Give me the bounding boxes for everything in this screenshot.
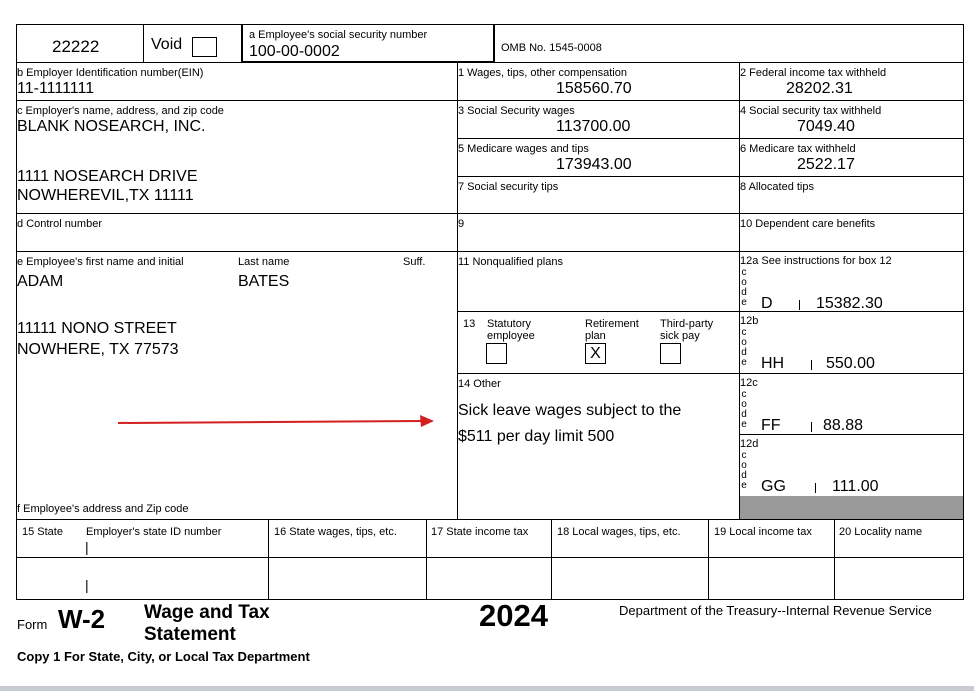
statutory-checkbox[interactable]	[486, 343, 507, 364]
copy-text: Copy 1 For State, City, or Local Tax Department	[17, 649, 310, 664]
form-title-line2: Statement	[144, 624, 236, 645]
retirement-checkbox[interactable]: X	[585, 343, 606, 364]
employer-state-id-header: Employer's state ID number	[86, 526, 222, 538]
employee-first-name: ADAM	[17, 273, 64, 290]
form-title-line1: Wage and Tax	[144, 602, 270, 623]
box12d-code: GG	[761, 478, 786, 495]
box12a-label: 12a See instructions for box 12	[740, 255, 892, 267]
box12a-code: D	[761, 295, 773, 312]
box12b-amount: 550.00	[826, 355, 875, 372]
void-label: Void	[151, 36, 183, 53]
tax-year: 2024	[479, 598, 548, 633]
thirdparty-checkbox[interactable]	[660, 343, 681, 364]
box5-value: 173943.00	[556, 156, 632, 173]
box12c-amount: 88.88	[823, 417, 864, 434]
employer-label: c Employer's name, address, and zip code	[17, 105, 224, 117]
employer-street: 1111 NOSEARCH DRIVE	[17, 168, 198, 185]
form-word: Form	[17, 617, 48, 632]
shaded-cell	[740, 496, 963, 519]
employee-first-label: e Employee's first name and initial	[17, 256, 184, 268]
box12c-code: FF	[761, 417, 781, 434]
local-wages-header: 18 Local wages, tips, etc.	[557, 526, 681, 538]
form-code: W-2	[58, 604, 106, 634]
box7-label: 7 Social security tips	[458, 181, 559, 193]
box12a-amount: 15382.30	[816, 295, 883, 312]
box4-value: 7049.40	[797, 118, 855, 135]
box1-label: 1 Wages, tips, other compensation	[458, 67, 627, 79]
box12d-label: 12d	[740, 438, 759, 450]
box8-label: 8 Allocated tips	[740, 181, 814, 193]
box10-label: 10 Dependent care benefits	[740, 218, 876, 230]
box12d-amount: 111.00	[832, 478, 879, 495]
control-number-label: d Control number	[17, 218, 102, 230]
box11-label: 11 Nonqualified plans	[458, 256, 563, 268]
red-arrow-annotation	[110, 412, 440, 434]
box2-label: 2 Federal income tax withheld	[740, 67, 887, 79]
statutory-label: Statutory employee	[487, 318, 535, 342]
ein-label: b Employer Identification number(EIN)	[17, 67, 204, 79]
box6-value: 2522.17	[797, 156, 855, 173]
omb-number: OMB No. 1545-0008	[501, 42, 602, 54]
thirdparty-label: Third-party sick pay	[660, 318, 714, 342]
control-code: 22222	[52, 37, 100, 56]
ssn-value: 100-00-0002	[249, 43, 340, 60]
employer-name: BLANK NOSEARCH, INC.	[17, 118, 206, 135]
box3-value: 113700.00	[556, 118, 631, 135]
state-id-separator-2: |	[85, 577, 89, 593]
box14-line2: $511 per day limit 500	[458, 428, 615, 445]
employee-street: 11111 NONO STREET	[17, 320, 177, 337]
box12c-label: 12c	[740, 377, 758, 389]
employee-last-label: Last name	[238, 256, 290, 268]
state-id-separator: |	[85, 539, 89, 555]
box4-label: 4 Social security tax withheld	[740, 105, 882, 117]
box14-label: 14 Other	[458, 378, 501, 390]
ein-value: 11-1111111	[17, 80, 95, 97]
box1-value: 158560.70	[556, 80, 632, 97]
ssn-label: a Employee's social security number	[249, 29, 428, 41]
box2-value: 28202.31	[786, 80, 853, 97]
employee-address-label: f Employee's address and Zip code	[17, 503, 189, 515]
void-checkbox[interactable]	[192, 37, 217, 57]
state-income-tax-header: 17 State income tax	[431, 526, 529, 538]
state-wages-header: 16 State wages, tips, etc.	[274, 526, 397, 538]
box5-label: 5 Medicare wages and tips	[458, 143, 589, 155]
department-text: Department of the Treasury--Internal Revenue Service	[619, 603, 932, 618]
box14-line1: Sick leave wages subject to the	[458, 402, 682, 419]
bottom-strip	[0, 686, 974, 691]
state-header: 15 State	[22, 526, 63, 538]
employee-suff-label: Suff.	[403, 256, 426, 268]
local-income-tax-header: 19 Local income tax	[714, 526, 812, 538]
locality-name-header: 20 Locality name	[839, 526, 923, 538]
box12b-label: 12b	[740, 315, 759, 327]
box13-label: 13	[463, 318, 476, 330]
retirement-label: Retirement plan	[585, 318, 639, 342]
employee-last-name: BATES	[238, 273, 290, 290]
employee-city: NOWHERE, TX 77573	[17, 341, 179, 358]
box12b-code: HH	[761, 355, 785, 372]
box9-label: 9	[458, 218, 465, 230]
employer-city: NOWHEREVIL,TX 11111	[17, 187, 194, 204]
box3-label: 3 Social Security wages	[458, 105, 575, 117]
box6-label: 6 Medicare tax withheld	[740, 143, 856, 155]
